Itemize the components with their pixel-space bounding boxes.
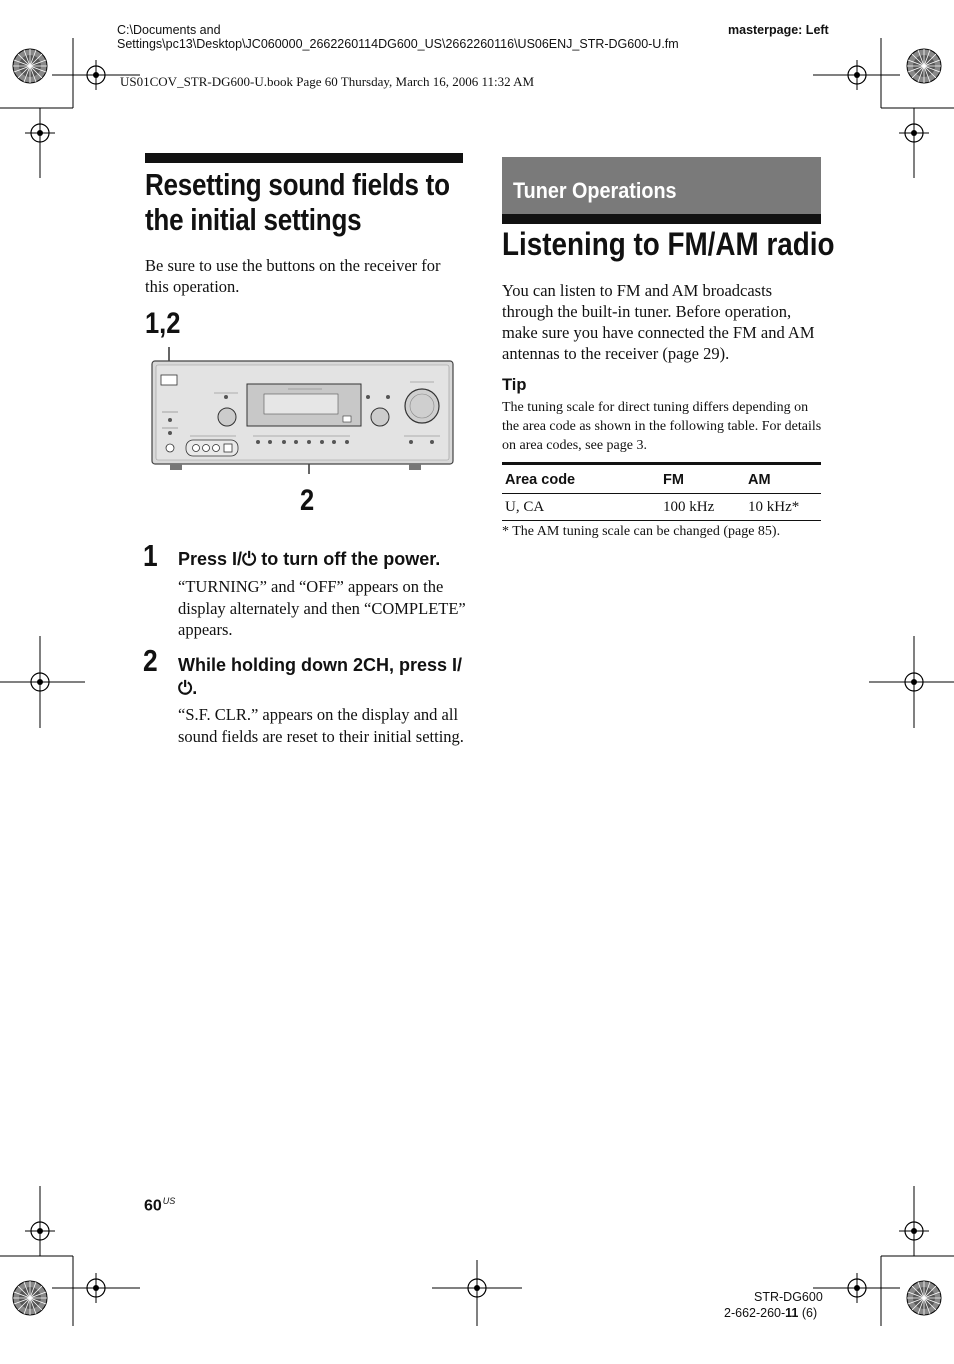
masterpage-label: masterpage: Left [728, 23, 829, 37]
page-number-value: 60 [144, 1197, 162, 1215]
table-footnote: * The AM tuning scale can be changed (page 85). [502, 524, 781, 539]
table-header-fm: FM [660, 464, 745, 494]
section-rule [145, 153, 463, 163]
table-header-am: AM [745, 464, 821, 494]
step-2-number: 2 [143, 643, 158, 678]
section-title-fm-am: Listening to FM/AM radio [502, 226, 835, 262]
table-header-row [502, 464, 821, 494]
step-1-number: 1 [143, 538, 158, 573]
table-cell-am: 10 kHz* [745, 494, 821, 521]
document-code-bold: 11 [785, 1306, 799, 1320]
step-2-body: “S.F. CLR.” appears on the display and all sound fields are reset to their initial setting. [178, 705, 464, 746]
section-intro-fm-am: You can listen to FM and AM broadcasts through the built-in tuner. Before operation, make sure you have connected the FM and AM antennas to the receiver (page 29). [502, 281, 815, 363]
chapter-banner-rule [502, 214, 821, 224]
step-2-heading: While holding down 2CH, press I/⏻. [178, 655, 463, 698]
tip-body: The tuning scale for direct tuning differs depending on the area code as shown in the following table. For details on area codes, see page 3. [502, 400, 822, 453]
tip-heading: Tip [502, 376, 527, 394]
step-1-body: “TURNING” and “OFF” appears on the display alternately and then “COMPLETE” appears. [178, 577, 466, 639]
table-row [502, 494, 821, 521]
page-number [144, 1196, 175, 1215]
chapter-banner-title: Tuner Operations [513, 178, 677, 203]
table-header-area-code: Area code [502, 464, 660, 494]
figure-label-steps: 1,2 [145, 307, 181, 340]
receiver-front-panel-illustration [150, 342, 456, 474]
model-name: STR-DG600 [754, 1290, 823, 1304]
document-code-prefix: 2-662-260- [724, 1306, 786, 1320]
tuning-scale-table [502, 462, 821, 521]
document-code-suffix: (6) [798, 1306, 818, 1320]
book-info: US01COV_STR-DG600-U.book Page 60 Thursday, March 16, 2006 11:32 AM [120, 74, 535, 89]
document-code [724, 1306, 817, 1320]
section-intro: Be sure to use the buttons on the receiver for this operation. [145, 256, 441, 296]
section-title: Resetting sound fields to the initial settings [145, 167, 450, 237]
table-cell-fm: 100 kHz [660, 494, 745, 521]
table-cell-area-code: U, CA [502, 494, 660, 521]
figure-label-step-2: 2 [300, 484, 315, 517]
step-1-heading: Press I/⏻ to turn off the power. [178, 549, 441, 569]
page-number-suffix: US [162, 1196, 176, 1206]
file-path: C:\Documents and Settings\pc13\Desktop\JC060000_2662260114DG600_US\2662260116\US06ENJ_STR-DG600-U.fm [117, 23, 679, 51]
